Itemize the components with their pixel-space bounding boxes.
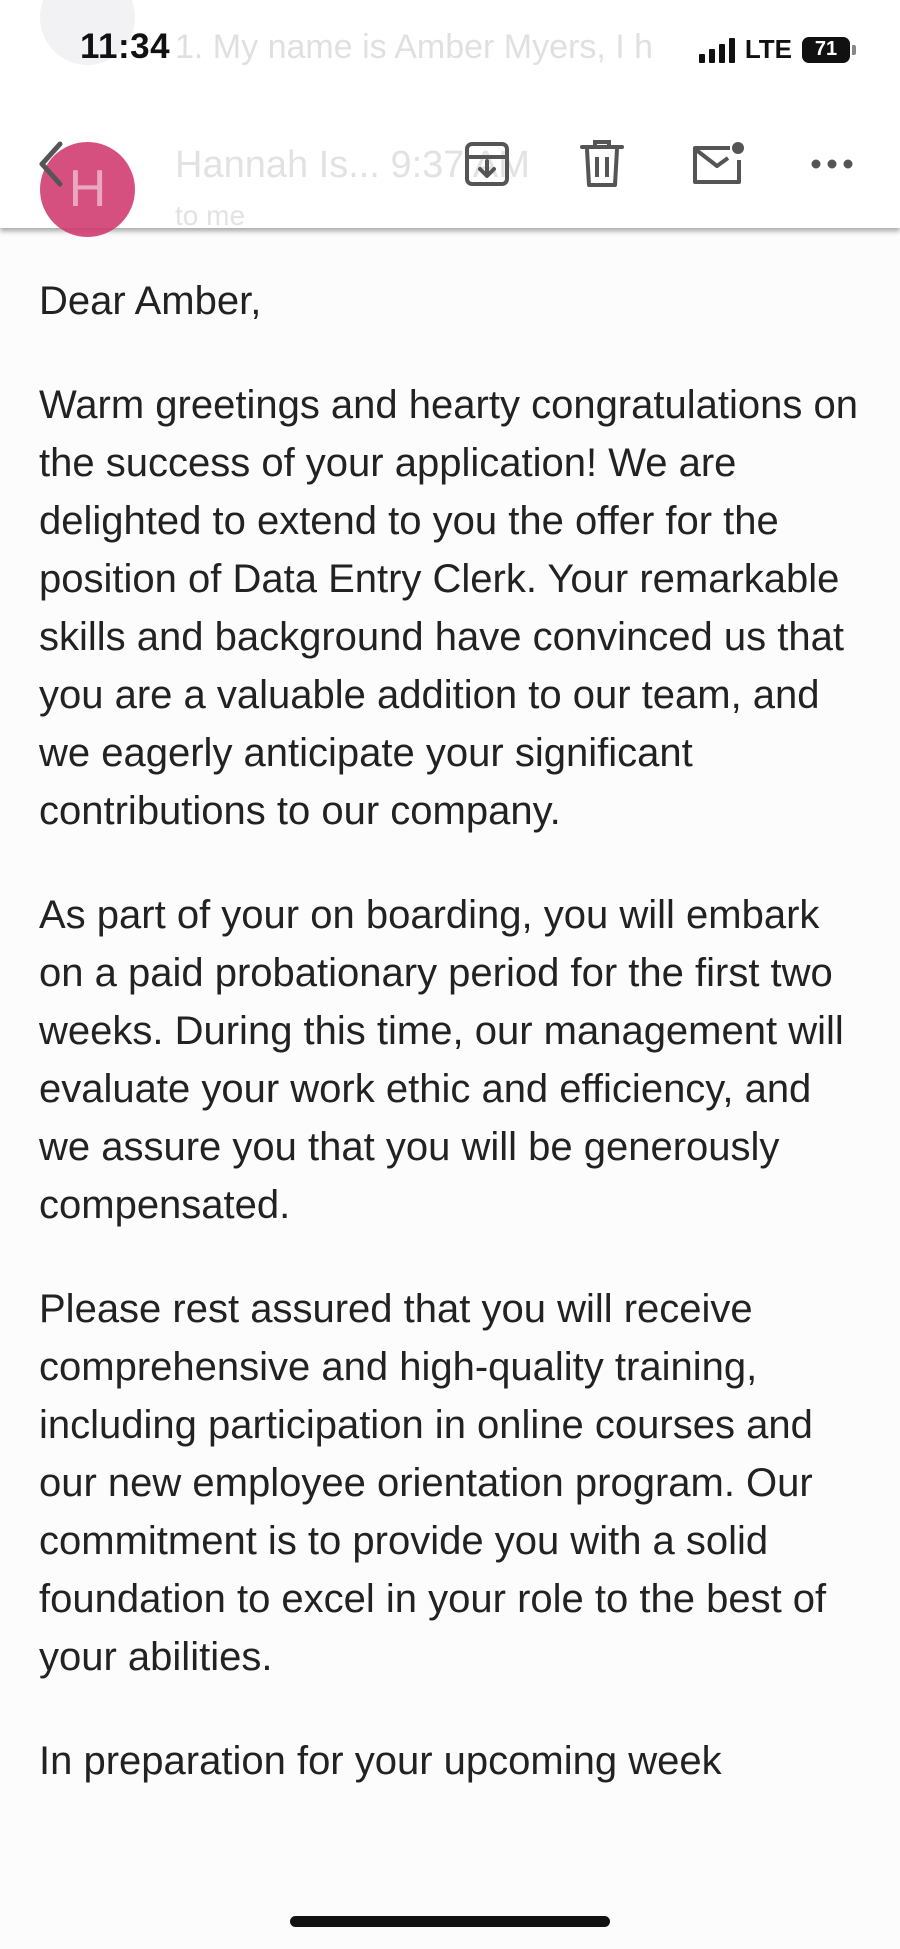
- delete-button[interactable]: [572, 134, 632, 194]
- battery-level: 71: [814, 38, 838, 60]
- email-paragraph: As part of your on boarding, you will embark on a paid probationary period for the first two weeks. During this time, our management will evaluate your work ethic and efficiency, and we assure you that you will be generously compensated.: [39, 893, 844, 1227]
- status-bar: [0, 0, 900, 100]
- trash-icon: [580, 139, 624, 189]
- more-options-button[interactable]: [802, 134, 862, 194]
- email-greeting: Dear Amber,: [39, 279, 262, 323]
- mark-unread-button[interactable]: [688, 134, 748, 194]
- home-indicator[interactable]: [290, 1916, 610, 1927]
- archive-icon: [463, 140, 511, 188]
- network-type: LTE: [744, 34, 792, 64]
- chevron-left-icon: [32, 139, 72, 189]
- sender-avatar: H: [40, 142, 135, 237]
- email-paragraph: In preparation for your upcoming week: [39, 1739, 722, 1783]
- ghost-snippet-text: 1. My name is Amber Myers, I h: [175, 28, 654, 66]
- ghost-recipient-line: to me: [175, 200, 246, 231]
- battery-icon: [802, 37, 850, 63]
- back-button[interactable]: [22, 134, 82, 194]
- email-paragraph: Please rest assured that you will receive comprehensive and high-quality training, including participation in online courses and our new employee orientation program. Our commitment is to provide you with a solid foundation to excel in your role to the best of your abilities.: [39, 1287, 827, 1679]
- email-body: [39, 272, 869, 1836]
- ghost-sender-line: Hannah Is... 9:37 AM: [175, 144, 530, 186]
- more-horizontal-icon: [810, 158, 854, 170]
- cellular-signal-icon: [699, 37, 735, 63]
- mail-unread-icon: [690, 140, 746, 188]
- archive-button[interactable]: [457, 134, 517, 194]
- status-time: 11:34: [80, 27, 171, 66]
- status-indicators: [699, 34, 850, 65]
- email-toolbar: [0, 100, 900, 231]
- email-paragraph: Warm greetings and hearty congratulations on the success of your application! We are delighted to extend to you the offer for the position of Data Entry Clerk. Your remarkable skills and background have convinced us that you are a valuable addition to our team, and we eagerly anticipate your significant contributions to our company.: [39, 383, 858, 833]
